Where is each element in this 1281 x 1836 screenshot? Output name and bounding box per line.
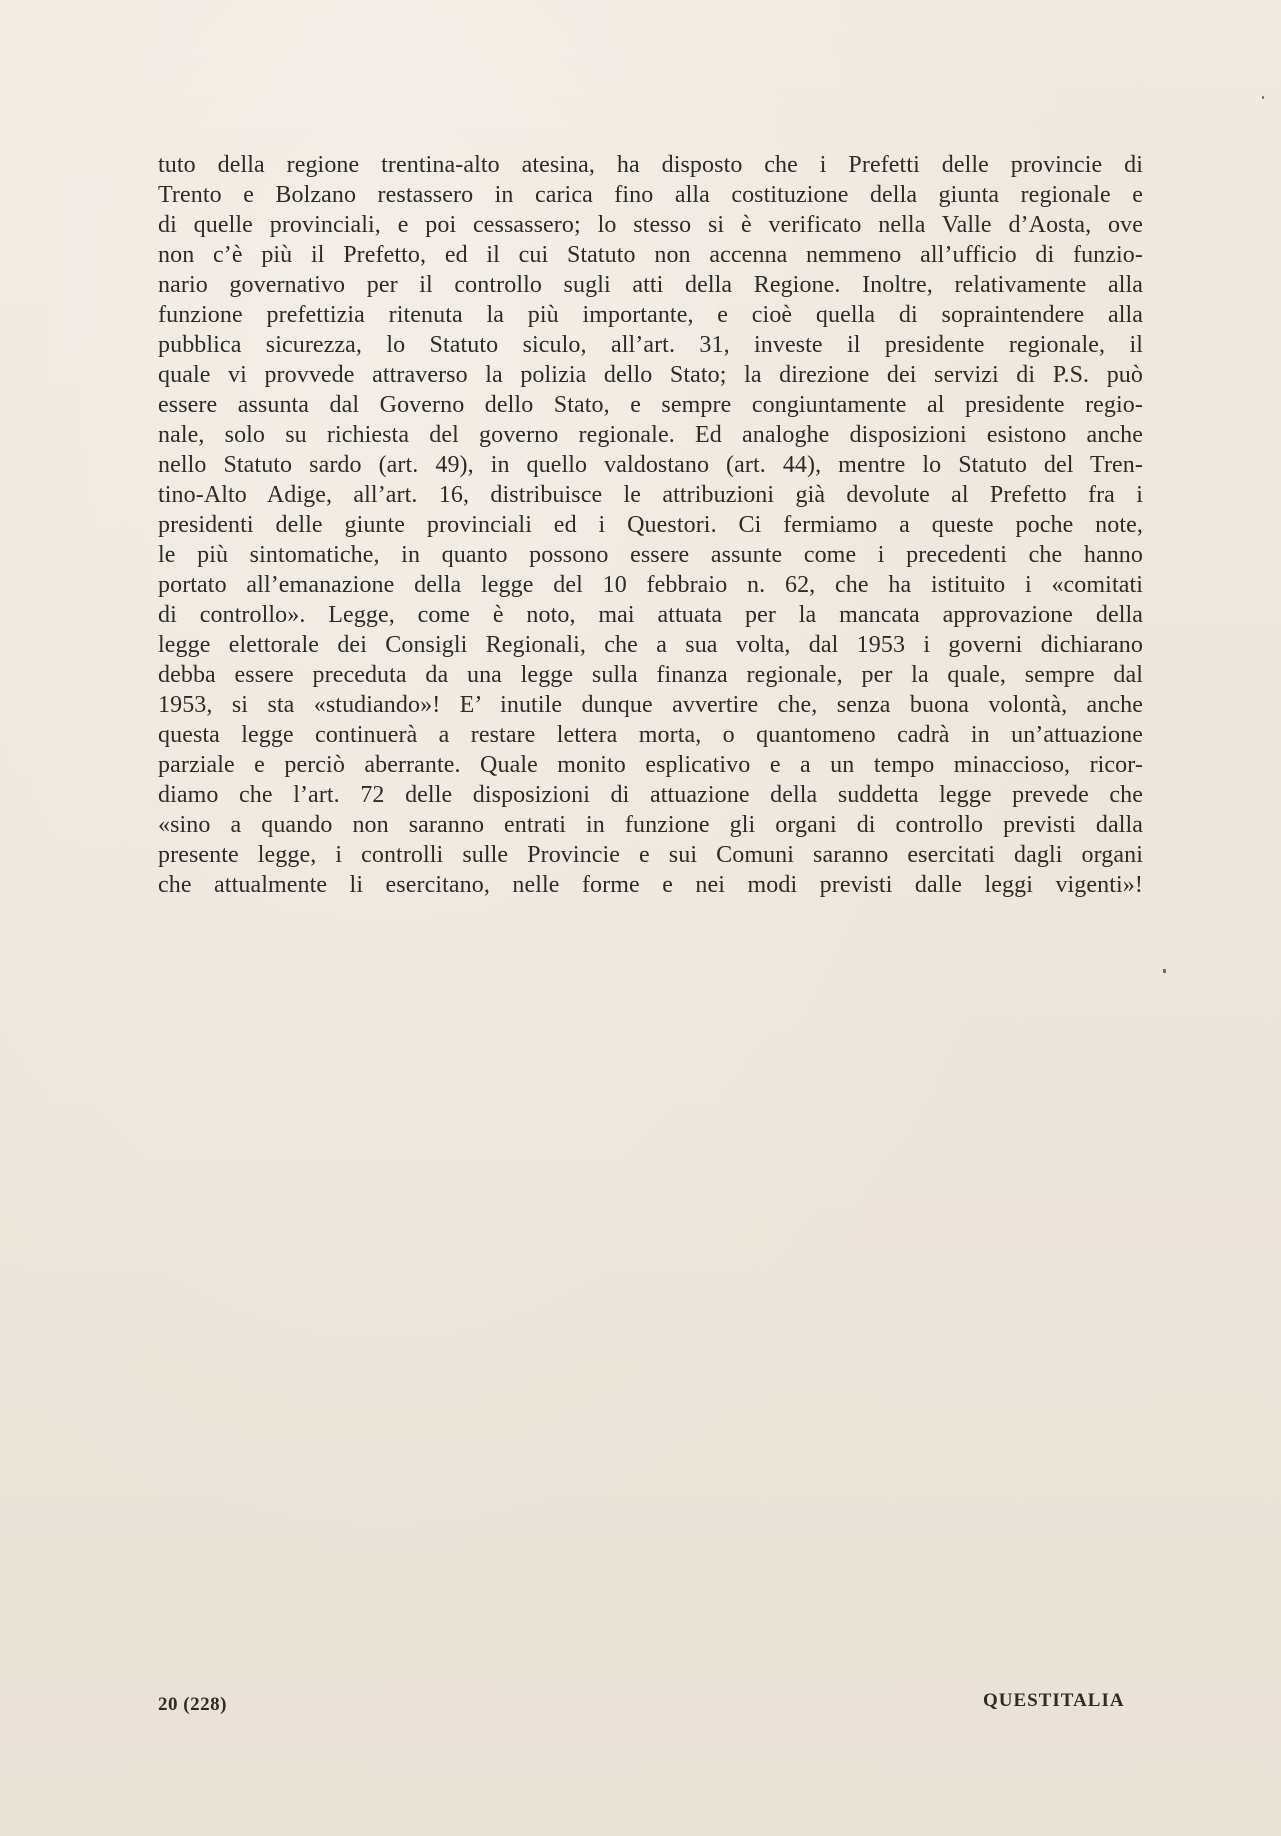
journal-name: QUESTITALIA [983, 1690, 1125, 1711]
paper-speck [1262, 96, 1264, 99]
text-line: funzione prefettizia ritenuta la più importante, e cioè quella di sopraintendere alla [158, 302, 1143, 328]
text-line: quale vi provvede attraverso la polizia dello Stato; la direzione dei servizi di P.S. può [158, 362, 1143, 388]
text-line: 1953, si sta «studiando»! E’ inutile dunque avvertire che, senza buona volontà, anche [158, 692, 1143, 718]
text-line: non c’è più il Prefetto, ed il cui Statuto non accenna nemmeno all’ufficio di funzio- [158, 242, 1143, 268]
text-line: presente legge, i controlli sulle Provincie e sui Comuni saranno esercitati dagli organi [158, 842, 1143, 868]
text-line: di controllo». Legge, come è noto, mai attuata per la mancata approvazione della [158, 602, 1143, 628]
text-line: presidenti delle giunte provinciali ed i Questori. Ci fermiamo a queste poche note, [158, 512, 1143, 538]
page-number: 20 (228) [158, 1694, 227, 1715]
text-line: pubblica sicurezza, lo Statuto siculo, all’art. 31, investe il presidente regionale, il [158, 332, 1143, 358]
text-line: parziale e perciò aberrante. Quale monito esplicativo e a un tempo minaccioso, ricor- [158, 752, 1143, 778]
text-line: nale, solo su richiesta del governo regionale. Ed analoghe disposizioni esistono anche [158, 422, 1143, 448]
text-line: che attualmente li esercitano, nelle forme e nei modi previsti dalle leggi vigenti»! [158, 872, 1143, 898]
text-line: questa legge continuerà a restare lettera morta, o quantomeno cadrà in un’attuazione [158, 722, 1143, 748]
text-line: legge elettorale dei Consigli Regionali, che a sua volta, dal 1953 i governi dichiarano [158, 632, 1143, 658]
paper-speck [1163, 969, 1166, 973]
text-line: essere assunta dal Governo dello Stato, e sempre congiuntamente al presidente regio- [158, 392, 1143, 418]
text-line: debba essere preceduta da una legge sulla finanza regionale, per la quale, sempre dal [158, 662, 1143, 688]
text-line: nello Statuto sardo (art. 49), in quello valdostano (art. 44), mentre lo Statuto del Tren- [158, 452, 1143, 478]
text-line: tino-Alto Adige, all’art. 16, distribuisce le attribuzioni già devolute al Prefetto fra i [158, 482, 1143, 508]
text-line: nario governativo per il controllo sugli atti della Regione. Inoltre, relativamente alla [158, 272, 1143, 298]
text-line: le più sintomatiche, in quanto possono essere assunte come i precedenti che hanno [158, 542, 1143, 568]
body-paragraph [158, 150, 1143, 900]
text-line: di quelle provinciali, e poi cessassero; lo stesso si è verificato nella Valle d’Aosta, ove [158, 212, 1143, 238]
text-line: Trento e Bolzano restassero in carica fino alla costituzione della giunta regionale e [158, 182, 1143, 208]
text-line: portato all’emanazione della legge del 10 febbraio n. 62, che ha istituito i «comitati [158, 572, 1143, 598]
text-line: tuto della regione trentina-alto atesina, ha disposto che i Prefetti delle provincie di [158, 152, 1143, 178]
text-line: diamo che l’art. 72 delle disposizioni di attuazione della suddetta legge prevede che [158, 782, 1143, 808]
text-line: «sino a quando non saranno entrati in funzione gli organi di controllo previsti dalla [158, 812, 1143, 838]
